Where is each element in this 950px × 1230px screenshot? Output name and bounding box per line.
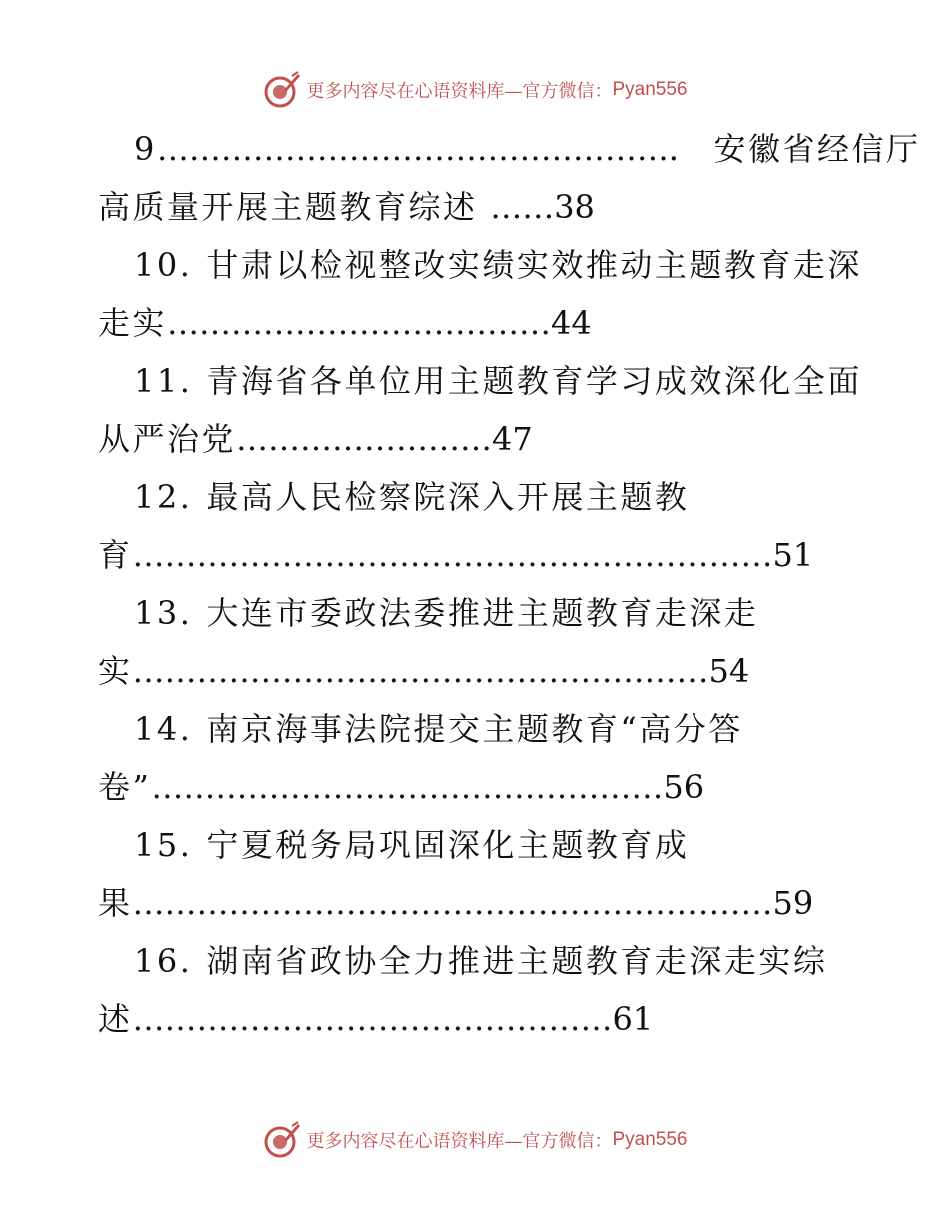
toc-page-number: 56	[663, 768, 705, 806]
toc-page-number: 61	[612, 1000, 654, 1038]
toc-entry-title: 甘肃以检视整改实绩实效推动主题教育走深	[206, 246, 862, 284]
toc-entry[interactable]	[98, 236, 862, 352]
toc-entry-number: 15.	[134, 826, 193, 864]
toc-entry-title: 青海省各单位用主题教育学习成效深化全面	[206, 362, 862, 400]
banner-wechat-id: Pyan556	[612, 1129, 688, 1150]
toc-page-number: 51	[772, 536, 814, 574]
toc-entry-title: 湖南省政协全力推进主题教育走深走实综	[206, 942, 828, 980]
toc-leader-dots: ……………………	[236, 420, 493, 458]
toc-entry[interactable]	[98, 816, 858, 932]
toc-entry-title: 安徽省经信厅	[713, 130, 921, 168]
toc-entry-number: 9	[134, 130, 157, 168]
footer-banner	[0, 1118, 950, 1162]
toc-entry-title: 最高人民检察院深入开展主题教	[206, 478, 690, 516]
toc-leader-dots: ………………………………	[167, 304, 552, 342]
toc-entry-title-cont: 果	[98, 884, 133, 922]
toc-entry-title-cont: 卷”	[98, 768, 152, 806]
toc-entry-title: 南京海事法院提交主题教育“高分答	[206, 710, 743, 748]
toc-entry-title: 大连市委政法委推进主题教育走深走	[206, 594, 759, 632]
toc-entry-title-cont: 实	[98, 652, 133, 690]
banner-site-text: 更多内容尽在心语资料库—	[306, 1131, 523, 1152]
toc-page-number: 38	[554, 188, 595, 226]
toc-leader-dots: …………………………………………	[151, 768, 664, 806]
toc-entry[interactable]	[98, 584, 858, 700]
toc-page-number: 54	[708, 652, 750, 690]
banner-wechat-id: Pyan556	[612, 79, 688, 100]
toc-leader-dots: ……………………………………………………	[132, 884, 773, 922]
toc-entry[interactable]	[98, 120, 921, 236]
toc-entry-title-cont: 育	[98, 536, 133, 574]
toc-leader-dots: ……	[490, 188, 555, 226]
banner-wechat-label: 官方微信：	[522, 81, 613, 102]
toc-page-number: 44	[551, 304, 592, 342]
toc-page-number: 59	[772, 884, 814, 922]
quill-logo-icon	[262, 1120, 302, 1160]
toc-entry-title-cont: 述	[98, 1000, 133, 1038]
toc-entry-title: 宁夏税务局巩固深化主题教育成	[206, 826, 690, 864]
toc-entry-title-cont: 走实	[98, 304, 168, 342]
toc-entry-number: 14.	[134, 710, 193, 748]
header-banner	[0, 68, 950, 112]
table-of-contents	[98, 120, 921, 1048]
banner-site-text: 更多内容尽在心语资料库—	[306, 81, 523, 102]
toc-leader-dots: ……………………………………………………	[132, 536, 773, 574]
toc-entry-number: 16.	[134, 942, 193, 980]
toc-entry[interactable]	[98, 352, 862, 468]
toc-entry-number: 10.	[134, 246, 193, 284]
toc-leader-dots: ………………………………………………	[132, 652, 709, 690]
banner-wechat-label: 官方微信：	[522, 1131, 613, 1152]
toc-page-number: 47	[492, 420, 533, 458]
toc-leader-dots: …………………………………………．	[156, 130, 701, 168]
toc-entry-title-cont: 从严治党	[98, 420, 237, 458]
toc-entry-title-cont: 高质量开展主题教育综述	[98, 188, 478, 226]
toc-leader-dots: ………………………………………	[132, 1000, 613, 1038]
toc-entry-number: 12.	[134, 478, 193, 516]
toc-entry[interactable]	[98, 468, 858, 584]
toc-entry[interactable]	[98, 700, 858, 816]
toc-entry[interactable]	[98, 932, 858, 1048]
toc-entry-number: 13.	[134, 594, 193, 632]
quill-logo-icon	[262, 70, 302, 110]
toc-entry-number: 11.	[134, 362, 193, 400]
